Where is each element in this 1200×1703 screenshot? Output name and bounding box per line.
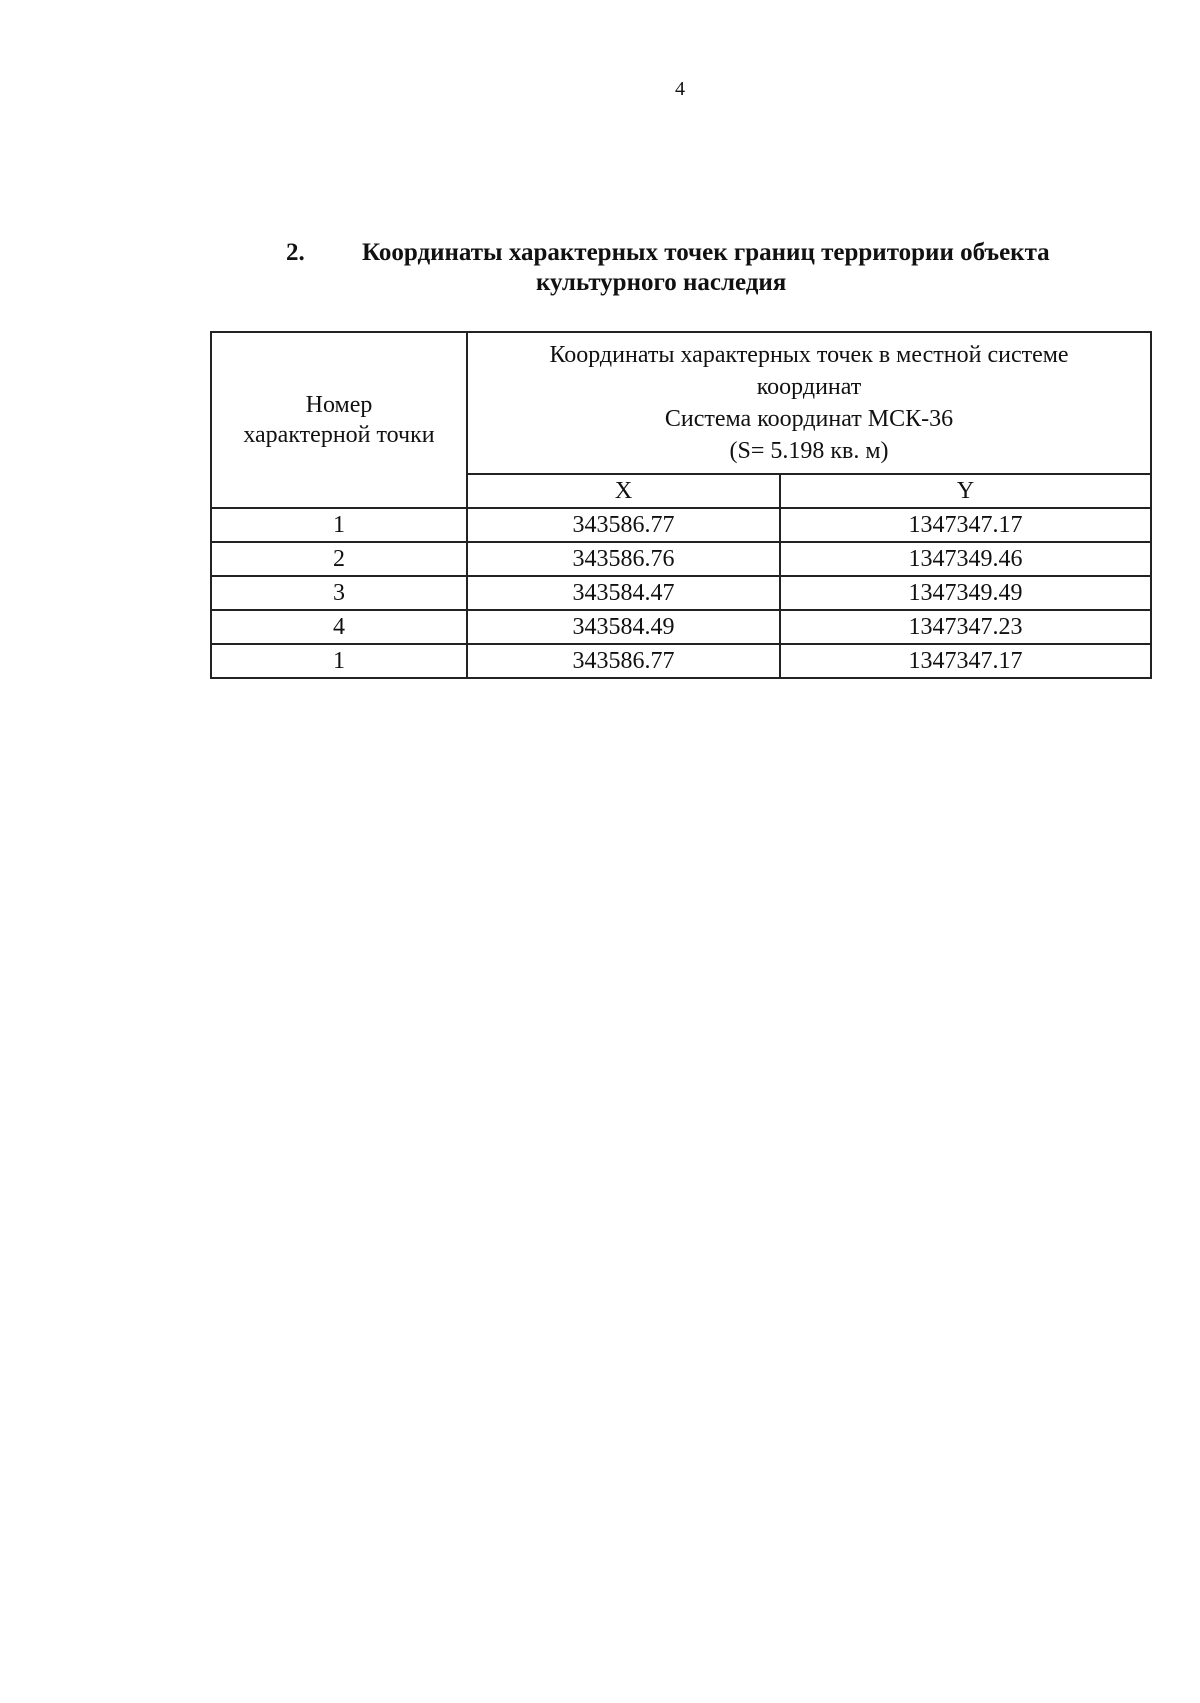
y-coordinate-cell: 1347347.17: [780, 508, 1151, 542]
heading-line-1: [286, 238, 1146, 268]
table-row: [211, 542, 1151, 576]
y-coordinate-cell: 1347349.46: [780, 542, 1151, 576]
table-row: [211, 610, 1151, 644]
point-number-cell: 4: [211, 610, 467, 644]
point-number-header-line-1: Номер: [305, 392, 373, 418]
point-number-cell: 3: [211, 576, 467, 610]
y-coordinate-cell: 1347349.49: [780, 576, 1151, 610]
section-heading: [286, 238, 1146, 298]
coordinates-group-header: [467, 332, 1151, 474]
point-number-cell: 1: [211, 644, 467, 678]
x-coordinate-cell: 343584.47: [467, 576, 780, 610]
group-header-line-2: координат: [756, 374, 862, 400]
heading-text-line-1: Координаты характерных точек границ территории объекта: [362, 239, 1050, 266]
table-row: [211, 644, 1151, 678]
point-number-cell: 2: [211, 542, 467, 576]
point-number-header: [211, 332, 467, 508]
y-column-header: Y: [780, 474, 1151, 508]
point-number-header-line-2: характерной точки: [243, 422, 435, 448]
x-coordinate-cell: 343586.77: [467, 508, 780, 542]
group-header-line-1: Координаты характерных точек в местной системе: [549, 342, 1069, 368]
group-header-line-4: (S= 5.198 кв. м): [729, 438, 889, 464]
table-row: [211, 576, 1151, 610]
x-coordinate-cell: 343584.49: [467, 610, 780, 644]
table-row: [211, 508, 1151, 542]
x-coordinate-cell: 343586.77: [467, 644, 780, 678]
page-number: 4: [675, 78, 685, 100]
coordinates-table: [210, 331, 1152, 679]
x-column-header: X: [467, 474, 780, 508]
section-number: 2.: [286, 239, 305, 266]
y-coordinate-cell: 1347347.17: [780, 644, 1151, 678]
y-coordinate-cell: 1347347.23: [780, 610, 1151, 644]
heading-text-line-2: культурного наследия: [536, 269, 787, 296]
x-coordinate-cell: 343586.76: [467, 542, 780, 576]
group-header-line-3: Система координат МСК-36: [664, 406, 954, 432]
point-number-cell: 1: [211, 508, 467, 542]
